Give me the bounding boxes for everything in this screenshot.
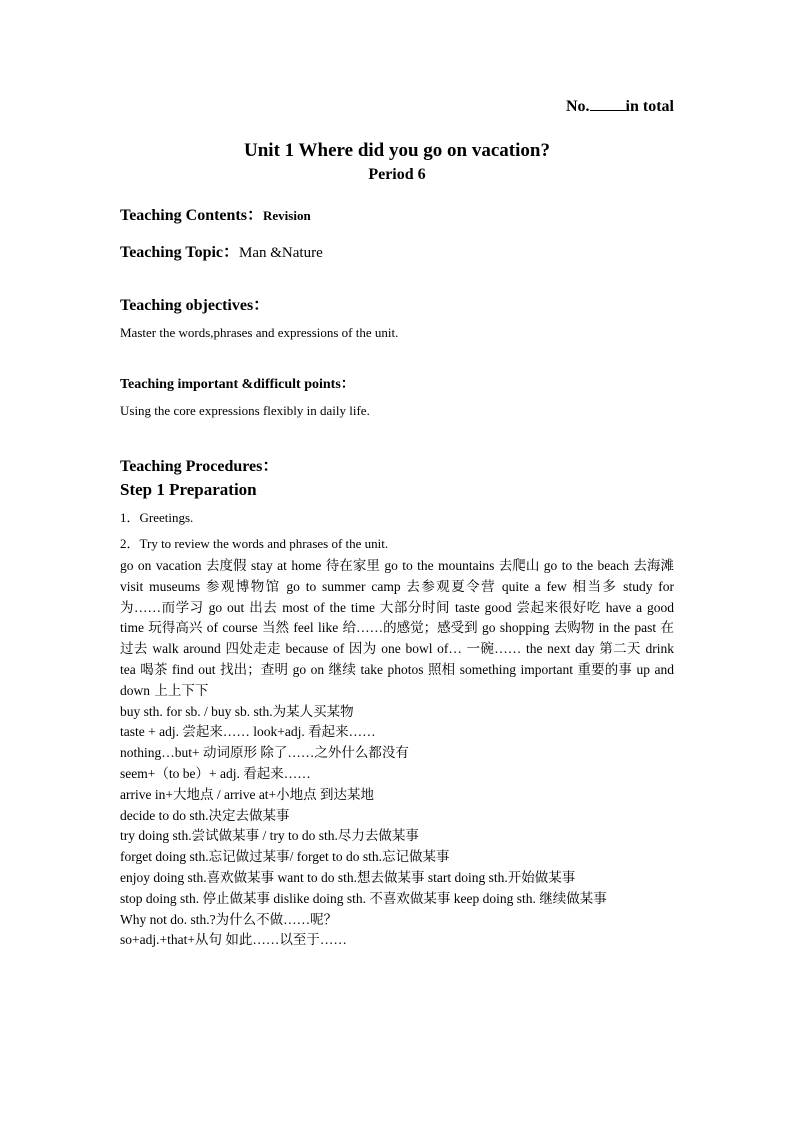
list-item: 2．Try to review the words and phrases of the unit. (120, 536, 389, 551)
phrase-line: arrive in+大地点 / arrive at+小地点 到达某地 (120, 786, 375, 802)
phrase-line: try doing sth.尝试做某事 / try to do sth.尽力去做某事 (120, 828, 419, 844)
phrase-line: so+adj.+that+从句 如此……以至于…… (120, 932, 347, 948)
vocabulary-paragraph: go on vacation 去度假 stay at home 待在家里 go to the mountains 去爬山 go to the beach 去海滩 visit museums 参观博物馆 go to summer camp 去参观夏令营 quite a few 相当多 study for 为……而学习 go out 出去 most of the time 大部分时间 taste good 尝起来很好吃 have a good time 玩得高兴 of course 当然 feel like 给……的感觉；感受到 go shopping 去购物 in the past 在过去 walk around 四处走走 because of 因为 one bowl of… 一碗…… the next day 第二天 drink tea 喝茶 find out 找出；查明 go on 继续 take photos 照相 something important 重要的事 up and down 上上下下 (120, 558, 674, 698)
points-text: Using the core expressions flexibly in daily life. (120, 403, 370, 418)
objectives-heading: Teaching objectives： (120, 297, 270, 314)
procedures-heading: Teaching Procedures： (120, 458, 279, 475)
number-blank (590, 96, 626, 111)
phrase-line: nothing…but+ 动词原形 除了……之外什么都没有 (120, 745, 409, 761)
step1-heading: Step 1 Preparation (120, 480, 257, 499)
phrase-line: buy sth. for sb. / buy sb. sth.为某人买某物 (120, 703, 354, 719)
teaching-topic (120, 239, 674, 262)
phrase-line: taste + adj. 尝起来…… look+adj. 看起来…… (120, 724, 376, 740)
phrase-line: enjoy doing sth.喜欢做某事 want to do sth.想去做某事 start doing sth.开始做某事 (120, 869, 576, 885)
phrase-line: decide to do sth.决定去做某事 (120, 807, 290, 823)
phrase-line: Why not do. sth.?为什么不做……呢？ (120, 911, 338, 927)
contents-value: Revision (263, 208, 311, 223)
page-number-header (120, 96, 674, 116)
phrase-line: seem+（to be）+ adj. 看起来…… (120, 765, 311, 781)
teaching-contents (120, 202, 674, 225)
period-label: Period 6 (368, 166, 426, 183)
topic-label: Teaching Topic： (120, 244, 240, 261)
points-heading: Teaching important &difficult points： (120, 377, 355, 392)
unit-title: Unit 1 Where did you go on vacation? (244, 140, 550, 161)
no-label: No. (565, 98, 590, 115)
phrase-line: stop doing sth. 停止做某事 dislike doing sth. 不喜欢做某事 keep doing sth. 继续做某事 (120, 890, 607, 906)
total-label: in total (625, 98, 674, 115)
contents-label: Teaching Contents： (120, 207, 263, 224)
document-page (120, 96, 674, 951)
topic-value: Man &Nature (239, 245, 323, 261)
objectives-text: Master the words,phrases and expressions of the unit. (120, 325, 399, 340)
phrase-line: forget doing sth.忘记做过某事/ forget to do sth.忘记做某事 (120, 849, 450, 865)
list-item: 1．Greetings. (120, 510, 194, 525)
